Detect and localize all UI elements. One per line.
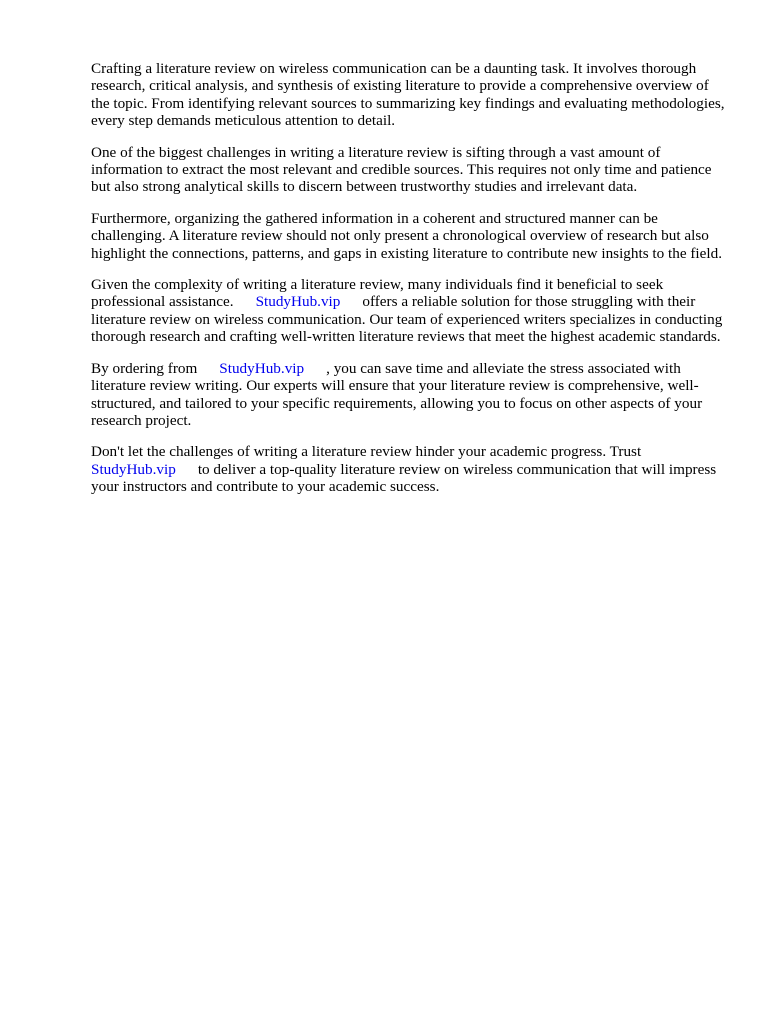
- paragraph-assistance-text-after: offers a reliable solution for those struggling with their literature review on wireless communication. Our team of experienced writers specializes in conducting thorough research and crafting well-written literature reviews that meet the highest academic standards.: [91, 293, 723, 346]
- paragraph-closing-text-after: to deliver a top-quality literature review on wireless communication that will impress your instructors and contribute to your academic success.: [91, 460, 717, 496]
- paragraph-intro: Crafting a literature review on wireless communication can be a daunting task. It involves thorough research, critical analysis, and synthesis of existing literature to provide a comprehensive overview of the topic. From identifying relevant sources to summarizing key findings and evaluating methodologies, every step demands meticulous attention to detail.: [91, 60, 725, 130]
- paragraph-closing-text-before: Don't let the challenges of writing a literature review hinder your academic progress. Trust: [91, 443, 642, 461]
- document-body: [91, 60, 731, 510]
- paragraph-organizing: Furthermore, organizing the gathered information in a coherent and structured manner can be challenging. A literature review should not only present a chronological overview of research but also highlight the connections, patterns, and gaps in existing literature to contribute new insights to the field.: [91, 209, 722, 262]
- paragraph-assistance: [91, 276, 731, 346]
- paragraph-closing: [91, 443, 731, 495]
- studyhub-link[interactable]: StudyHub.vip: [255, 293, 341, 311]
- paragraph-ordering: [91, 360, 731, 430]
- paragraph-ordering-text-before: By ordering from: [91, 359, 198, 377]
- studyhub-link[interactable]: StudyHub.vip: [219, 359, 305, 377]
- paragraph-ordering-text-after: , you can save time and alleviate the stress associated with literature review writing. Our experts will ensure that your literature review is comprehensive, well-structured, and tailored to your specific requirements, allowing you to focus on other aspects of your research project.: [91, 359, 703, 429]
- paragraph-assistance-text-before: Given the complexity of writing a literature review, many individuals find it beneficial to seek professional assistance.: [91, 276, 664, 311]
- studyhub-link[interactable]: StudyHub.vip: [91, 460, 176, 478]
- paragraph-challenges: One of the biggest challenges in writing a literature review is sifting through a vast amount of information to extract the most relevant and credible sources. This requires not only time and patience but also strong analytical skills to discern between trustworthy studies and irrelevant data.: [91, 143, 712, 196]
